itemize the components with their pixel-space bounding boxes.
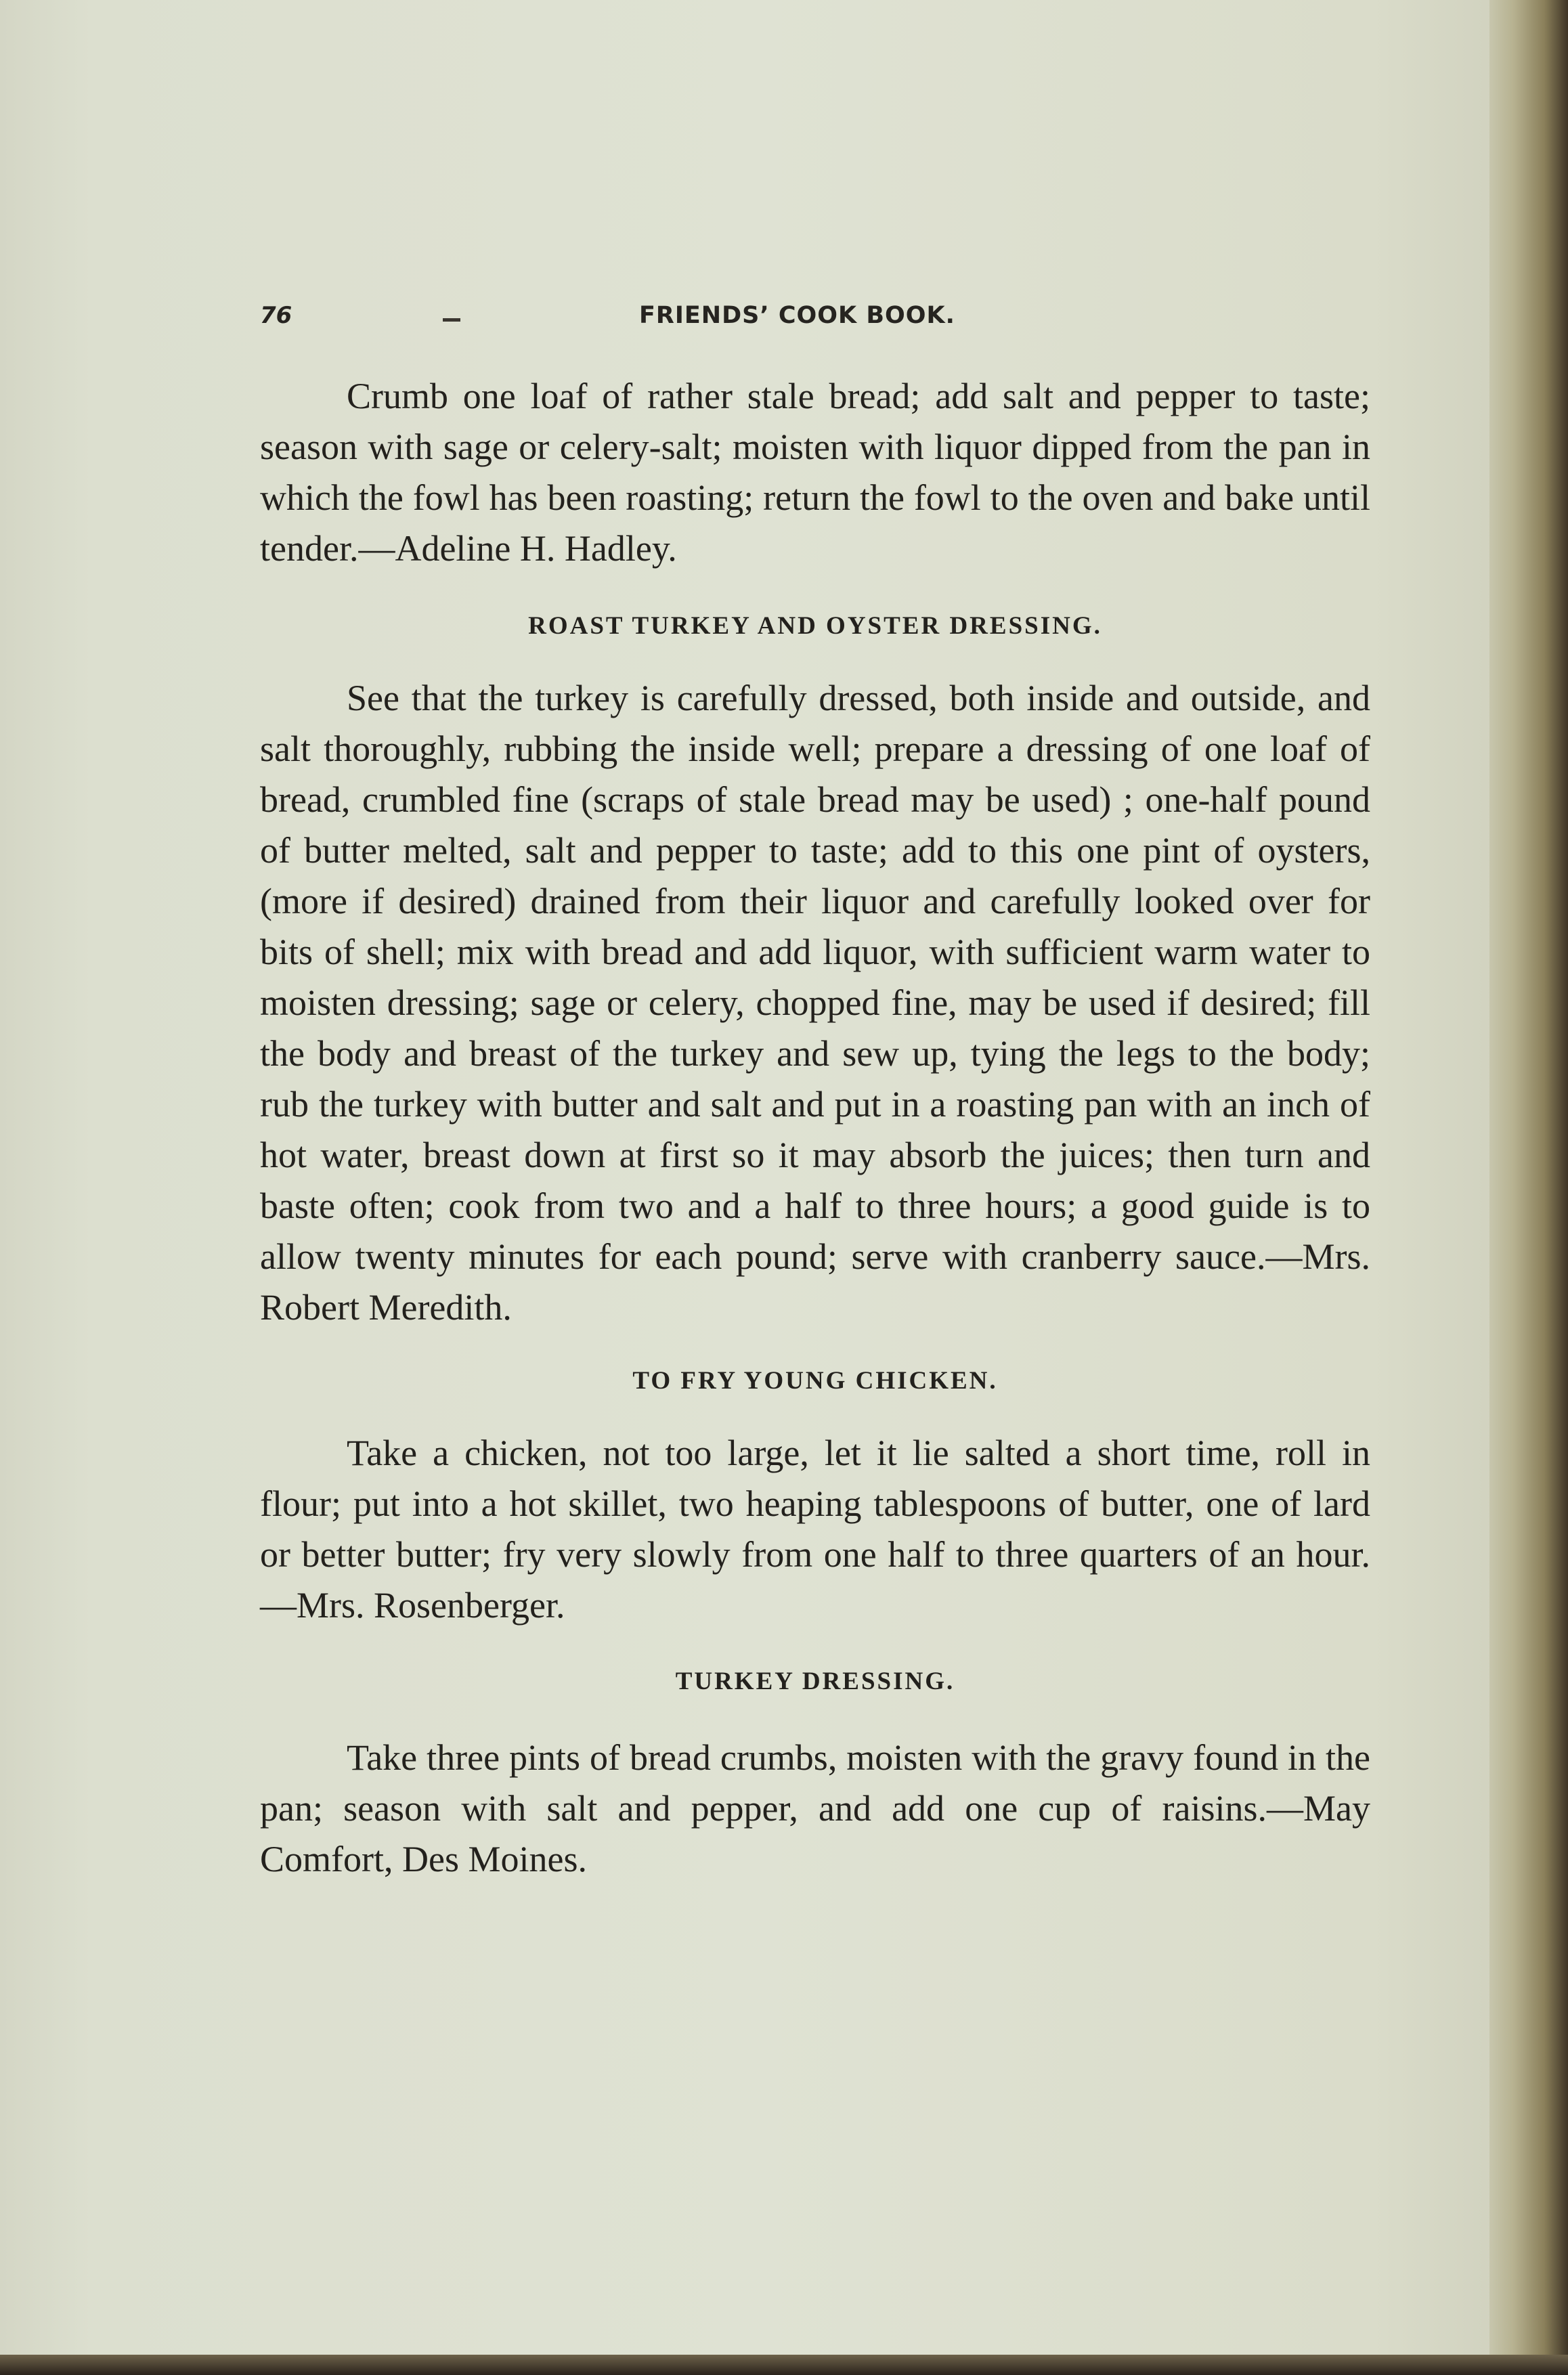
book-binding-edge: [1489, 0, 1568, 2375]
running-head: [260, 295, 1370, 336]
printer-dash-mark: [443, 318, 460, 322]
page-number: 76: [260, 302, 292, 329]
recipe-heading-turkey-dressing: TURKEY DRESSING.: [675, 1668, 955, 1695]
recipe-text-turkey-dressing: Take three pints of bread crumbs, moisten with the gravy found in the pan; season with salt and pepper, and add one cup of raisins.—May Comfort, Des Moines.: [260, 1737, 1370, 1879]
recipe-text-roast-turkey: See that the turkey is carefully dressed, both inside and outside, and salt thoroughly, rubbing the inside well; prepare a dressing of one loaf of bread, crumbled fine (scraps of stale bread may be used) ; one-half pound of butter melted, salt and pepper to taste; add to this one pint of oysters, (more if desired) drained from their liquor and carefully looked over for bits of shell; mix with bread and add liquor, with sufficient warm water to moisten dressing; sage or celery, chopped fine, may be used if desired; fill the body and breast of the turkey and sew up, tying the legs to the body; rub the turkey with butter and salt and put in a roasting pan with an inch of hot water, breast down at first so it may absorb the juices; then turn and baste often; cook from two and a half to three hours; a good guide is to allow twenty minutes for each pound; serve with cranberry sauce.—Mrs. Robert Meredith.: [260, 678, 1370, 1328]
recipe-heading-fry-chicken: TO FRY YOUNG CHICKEN.: [632, 1367, 998, 1395]
running-title: FRIENDS’ COOK BOOK.: [639, 302, 955, 329]
page-content: [260, 371, 1370, 1885]
recipe-heading-roast-turkey: ROAST TURKEY AND OYSTER DRESSING.: [528, 612, 1102, 640]
page-bottom-edge: [0, 2355, 1568, 2375]
recipe-text-fry-chicken: Take a chicken, not too large, let it lie salted a short time, roll in flour; put into a hot skillet, two heaping tablespoons of butter, one of lard or better butter; fry very slowly from one half to three quarters of an hour.—Mrs. Rosenberger.: [260, 1433, 1370, 1626]
recipe-continuation-text: Crumb one loaf of rather stale bread; add salt and pepper to taste; season with sage or celery-salt; moisten with liquor dipped from the pan in which the fowl has been roasting; return the fowl to the oven and bake until tender.—Adeline H. Hadley.: [260, 376, 1370, 569]
